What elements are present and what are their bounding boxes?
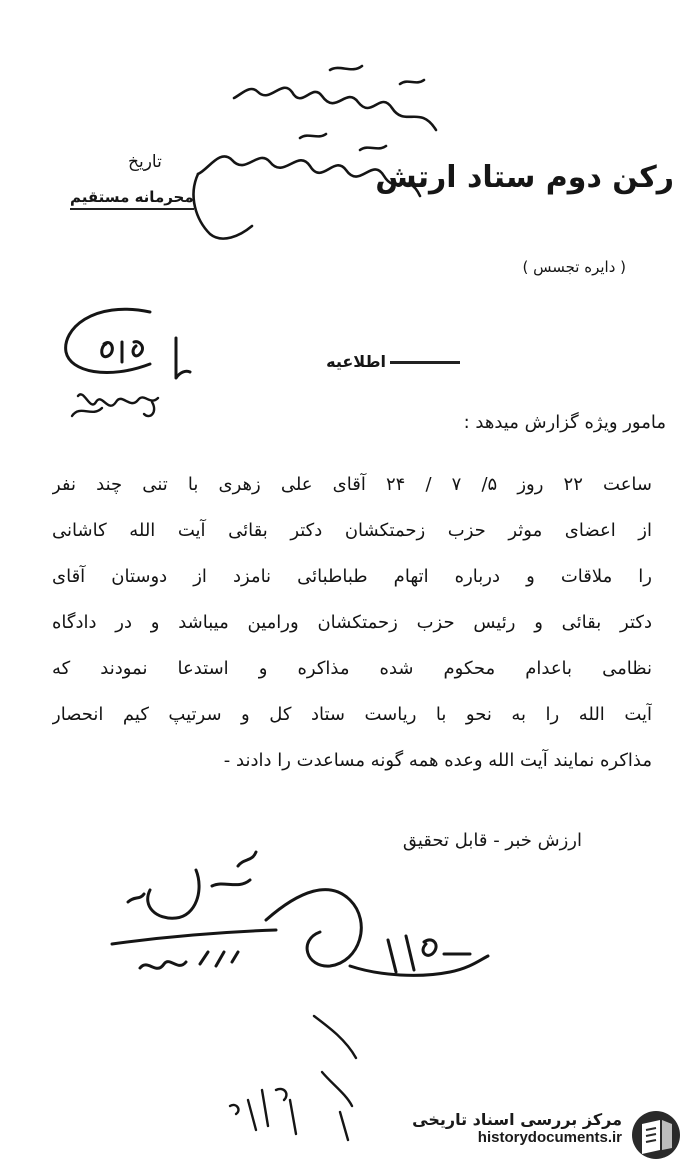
body-line: را ملاقات و درباره اتهام طباطبائی نامزد از دوستان آقای	[52, 566, 652, 587]
watermark-text	[412, 1110, 622, 1146]
watermark-url: historydocuments.ir	[477, 1129, 622, 1146]
body-line: ساعت ۲۲ روز ۵/ ۷ / ۲۴ آقای علی زهری با تنی چند نفر	[52, 474, 652, 495]
signature	[112, 852, 276, 968]
date-label: تاریخ	[128, 152, 162, 172]
handwritten-note-left	[72, 394, 158, 416]
recipient-line: مامور ویژه گزارش میدهد :	[463, 412, 666, 433]
evaluation-line: ارزش خبر - قابل تحقیق	[402, 830, 582, 851]
body-line: دکتر بقائی و رئیس حزب زحمتکشان ورامین میباشد و در دادگاه	[52, 612, 652, 633]
classification-label: محرمانه مستقیم	[70, 188, 194, 210]
date-scrawl	[266, 890, 488, 976]
department-heading: رکن دوم ستاد ارتش	[375, 160, 674, 195]
body-line: از اعضای موثر حزب زحمتکشان دکتر بقائی آیت الله کاشانی	[52, 520, 652, 541]
document-title: اطلاعیه	[326, 352, 460, 371]
handwritten-note-top	[194, 66, 436, 239]
marginal-scribbles	[230, 1016, 356, 1140]
body-line: نظامی باعدام محکوم شده مذاکره و استدعا نمودند که	[52, 658, 652, 679]
body-line: مذاکره نمایند آیت الله وعده همه گونه مساعدت را دادند -	[223, 750, 652, 771]
watermark-org-name: مرکز بررسی اسناد تاریخی	[412, 1110, 622, 1129]
watermark	[408, 1108, 684, 1162]
body-line: آیت الله را به نحو با ریاست ستاد کل و سرتیپ کیم انحصار	[52, 704, 652, 725]
file-number-mark	[66, 309, 190, 378]
office-label: ( دایره تجسس )	[522, 258, 626, 276]
archive-logo-icon	[628, 1108, 684, 1162]
document-body	[52, 462, 652, 784]
